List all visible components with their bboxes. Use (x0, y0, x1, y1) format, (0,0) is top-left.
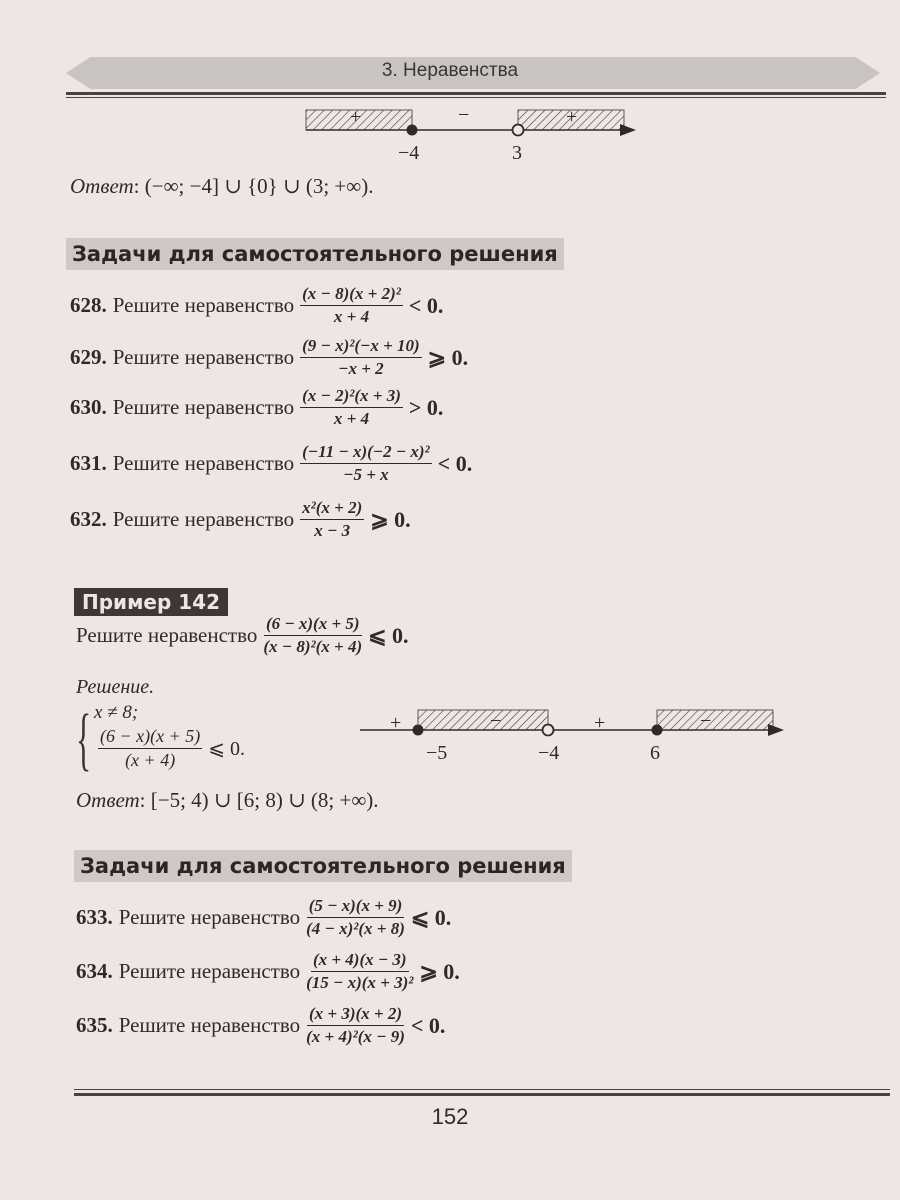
numerator: (x + 4)(x − 3) (311, 950, 409, 972)
numerator: (9 − x)²(−x + 10) (300, 336, 422, 358)
task-number: 629. (70, 345, 107, 369)
denominator: (x + 4) (125, 750, 176, 770)
answer-label: Ответ (76, 788, 140, 812)
fraction (300, 442, 432, 485)
denominator: (4 − x)²(x + 8) (306, 919, 405, 938)
fraction (306, 896, 405, 939)
task-text: Решите неравенство (112, 345, 295, 369)
fraction (98, 726, 202, 771)
relation: ⩾ 0. (427, 344, 469, 370)
relation: ⩽ 0. (410, 904, 452, 930)
example-text: Решите неравенство (76, 623, 258, 647)
task-text: Решите неравенство (112, 293, 295, 317)
brace: { (76, 701, 92, 778)
denominator: −x + 2 (338, 359, 384, 378)
denominator: x − 3 (314, 521, 351, 540)
task-635 (76, 1004, 445, 1047)
denominator: (x + 4)²(x − 9) (306, 1027, 405, 1046)
denominator: x + 4 (333, 409, 370, 428)
task-text: Решите неравенство (118, 959, 301, 983)
footer-rule (74, 1093, 890, 1096)
numerator: (6 − x)(x + 5) (98, 726, 202, 749)
task-633 (76, 896, 451, 939)
sign-2: − (490, 710, 502, 732)
denominator: −5 + x (343, 465, 389, 484)
page-number: 152 (431, 1104, 469, 1129)
point-label: −4 (538, 742, 560, 764)
relation: ⩾ 0. (419, 958, 460, 984)
denominator: (x − 8)²(x + 4) (263, 637, 363, 656)
example-label: Пример 142 (74, 588, 228, 616)
task-text: Решите неравенство (118, 905, 301, 929)
sign-2: − (458, 104, 470, 126)
point-label: 6 (650, 742, 660, 764)
section-heading: Задачи для самостоятельного решения (74, 850, 572, 882)
numerator: (−11 − x)(−2 − x)² (300, 442, 432, 464)
task-number: 630. (70, 395, 107, 419)
denominator: x + 4 (333, 307, 370, 326)
previous-answer (70, 174, 373, 199)
system-line-2 (92, 726, 245, 771)
fraction (263, 614, 362, 657)
numerator: (6 − x)(x + 5) (264, 614, 362, 636)
sign-1: + (390, 712, 402, 734)
task-number: 635. (76, 1013, 113, 1037)
fraction (300, 336, 422, 379)
task-629 (70, 336, 468, 379)
task-text: Решите неравенство (112, 507, 295, 531)
task-text: Решите неравенство (118, 1013, 301, 1037)
task-634 (76, 950, 460, 993)
example-statement (76, 614, 409, 657)
relation: ⩽ 0. (368, 622, 409, 648)
answer-label: Ответ (70, 174, 134, 198)
task-number: 632. (70, 507, 107, 531)
fraction (306, 950, 413, 993)
numerator: (x − 8)(x + 2)² (300, 284, 403, 306)
task-number: 634. (76, 959, 113, 983)
relation: ⩾ 0. (370, 506, 411, 532)
section-heading: Задачи для самостоятельного решения (66, 238, 564, 270)
relation: < 0. (410, 1012, 446, 1038)
task-number: 628. (70, 293, 107, 317)
chapter-title: 3. Неравенства (381, 60, 519, 81)
task-number: 631. (70, 451, 107, 475)
point-label: −5 (426, 742, 448, 764)
numerator: (5 − x)(x + 9) (307, 896, 405, 918)
task-628 (70, 284, 443, 327)
relation: < 0. (408, 292, 444, 318)
fraction (306, 1004, 405, 1047)
sign-3: + (566, 106, 578, 128)
example-answer (76, 788, 379, 813)
sign-1: + (350, 106, 362, 128)
header-rule (66, 92, 886, 95)
system-line-1: x ≠ 8; (94, 702, 139, 723)
number-line-example (360, 700, 790, 750)
point-label: 3 (512, 142, 522, 164)
footer-rule-thin (74, 1089, 890, 1090)
denominator: (15 − x)(x + 3)² (306, 973, 414, 992)
fraction (300, 284, 403, 327)
relation: ⩽ 0. (208, 738, 246, 760)
point-label: −4 (398, 142, 420, 164)
relation: < 0. (437, 450, 473, 476)
task-text: Решите неравенство (112, 395, 295, 419)
answer-value: : [−5; 4) ∪ [6; 8) ∪ (8; +∞). (139, 788, 379, 812)
task-630 (70, 386, 443, 429)
numerator: (x + 3)(x + 2) (307, 1004, 404, 1026)
fraction (300, 386, 403, 429)
solution-label: Решение. (76, 676, 155, 698)
task-text: Решите неравенство (112, 451, 295, 475)
answer-value: : (−∞; −4] ∪ {0} ∪ (3; +∞). (133, 174, 374, 198)
header-rule-thin (66, 97, 886, 98)
task-632 (70, 498, 411, 541)
relation: > 0. (408, 394, 444, 420)
sign-3: + (594, 712, 606, 734)
fraction (300, 498, 364, 541)
sign-4: − (700, 710, 712, 732)
task-number: 633. (76, 905, 113, 929)
task-631 (70, 442, 472, 485)
numerator: (x − 2)²(x + 3) (300, 386, 403, 408)
numerator: x²(x + 2) (300, 498, 364, 520)
